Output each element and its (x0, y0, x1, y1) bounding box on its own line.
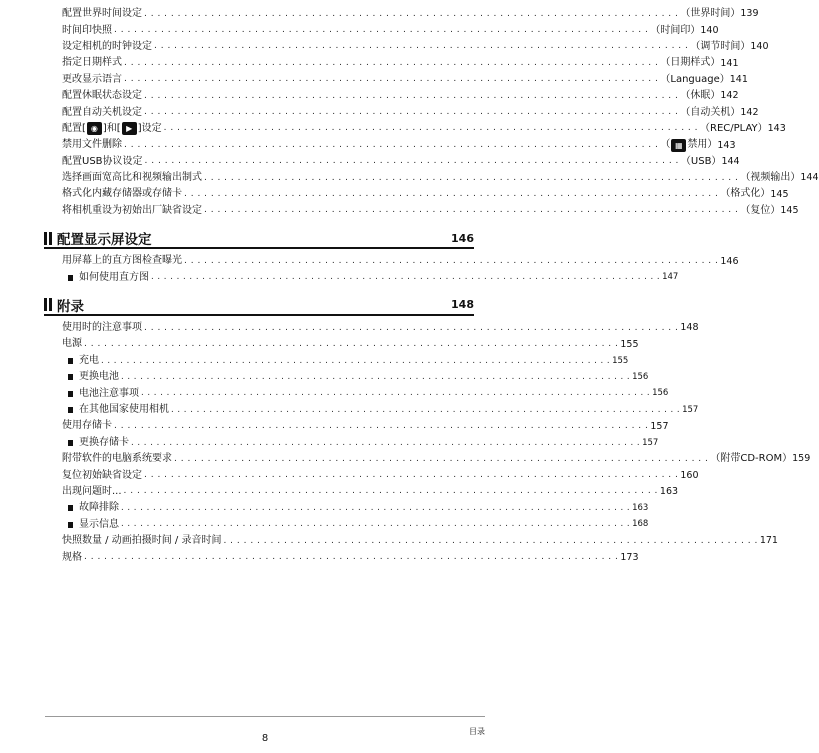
leader-dots: . . . . . . . . . . . . . . . . . . . . . . . . . . . . . . . . . . . . . . . . . . . . . . . . . . . . . . . . . . . . . . . . . . . . . . . . . . . . . . . . (123, 486, 658, 497)
toc-entry[interactable] (62, 320, 699, 336)
toc-subentry[interactable] (62, 517, 649, 533)
leader-dots: . . . . . . . . . . . . . . . . . . . . . . . . . . . . . . . . . . . . . . . . . . . . . . . . . . . . . . . . . . . . . . . . . . . . . . . . . . . . . . . . (101, 355, 611, 366)
toc-subentry-title: 故障排除 (79, 502, 119, 514)
toc-subentry-title: 在其他国家使用相机 (79, 404, 169, 415)
toc-entry-title (62, 122, 162, 135)
toc-entry[interactable] (62, 549, 639, 565)
toc-entry-title: 将相机重设为初始出厂缺省设定 (62, 204, 202, 216)
section-title: 配置显示屏设定 (57, 232, 152, 249)
toc-group-settings (62, 6, 819, 219)
toc-entry-title: 出现问题时... (62, 485, 122, 497)
camera-icon: ◉ (87, 122, 102, 135)
toc-entry-title: 格式化内藏存储器或存储卡 (62, 188, 182, 200)
toc-entry-page: 143 (717, 139, 736, 151)
toc-entry[interactable] (62, 6, 759, 22)
toc-entry-page: 157 (682, 404, 699, 415)
toc-entry-title: 配置休眠状态设定 (62, 90, 142, 102)
toc-subentry-title: 更换存储卡 (79, 436, 129, 448)
toc-entry-title: 用屏幕上的直方图检查曝光 (62, 255, 182, 267)
section-page: 146 (451, 231, 474, 245)
leader-dots: . . . . . . . . . . . . . . . . . . . . . . . . . . . . . . . . . . . . . . . . . . . . . . . . . . . . . . . . . . . . . . . . . . . . . . . . . . . . . . . . (131, 437, 641, 448)
leader-dots: . . . . . . . . . . . . . . . . . . . . . . . . . . . . . . . . . . . . . . . . . . . . . . . . . . . . . . . . . . . . . . . . . . . . . . . . . . . . . . . . (124, 139, 659, 150)
toc-entry-page: 173 (620, 551, 639, 563)
toc-entry-ref: （视频输出） (740, 172, 801, 184)
footer-divider (45, 716, 485, 717)
toc-entry-ref: （格式化） (720, 188, 771, 200)
toc-subentry-title-wrap (62, 356, 99, 366)
section-page: 148 (451, 298, 474, 312)
toc-entry[interactable] (62, 484, 679, 500)
toc-entry[interactable] (62, 22, 719, 38)
toc-entry-page: 146 (720, 255, 739, 267)
toc-entry[interactable] (62, 88, 739, 104)
leader-dots: . . . . . . . . . . . . . . . . . . . . . . . . . . . . . . . . . . . . . . . . . . . . . . . . . . . . . . . . . . . . . . . . . . . . . . . . . . . . . . . . (124, 57, 659, 68)
toc-entry-page: 155 (620, 338, 639, 350)
toc-entry-ref-part: （ (660, 139, 671, 151)
toc-subentry-title-wrap (62, 372, 119, 382)
toc-entry[interactable] (62, 121, 786, 137)
leader-dots: . . . . . . . . . . . . . . . . . . . . . . . . . . . . . . . . . . . . . . . . . . . . . . . . . . . . . . . . . . . . . . . . . . . . . . . . . . . . . . . . (154, 41, 689, 52)
leader-dots: . . . . . . . . . . . . . . . . . . . . . . . . . . . . . . . . . . . . . . . . . . . . . . . . . . . . . . . . . . . . . . . . . . . . . . . . . . . . . . . . (114, 420, 649, 431)
toc-subentry-title-wrap (62, 503, 119, 513)
toc-entry-title: 更改显示语言 (62, 73, 122, 85)
toc-subentry-title: 电池注意事项 (79, 387, 139, 399)
play-icon: ▶ (122, 122, 137, 135)
leader-dots: . . . . . . . . . . . . . . . . . . . . . . . . . . . . . . . . . . . . . . . . . . . . . . . . . . . . . . . . . . . . . . . . . . . . . . . . . . . . . . . . (163, 123, 698, 134)
toc-entry[interactable] (62, 467, 699, 483)
toc-entry[interactable] (62, 55, 739, 71)
toc-entry[interactable] (62, 418, 669, 434)
toc-group-display (62, 253, 739, 286)
toc-entry-page: 145 (780, 205, 799, 217)
toc-subentry[interactable] (62, 369, 649, 385)
toc-entry-page: 141 (720, 57, 739, 69)
leader-dots: . . . . . . . . . . . . . . . . . . . . . . . . . . . . . . . . . . . . . . . . . . . . . . . . . . . . . . . . . . . . . . . . . . . . . . . . . . . . . . . . (144, 107, 679, 118)
leader-dots: . . . . . . . . . . . . . . . . . . . . . . . . . . . . . . . . . . . . . . . . . . . . . . . . . . . . . . . . . . . . . . . . . . . . . . . . . . . . . . . . (114, 25, 649, 36)
toc-entry[interactable] (62, 203, 799, 219)
toc-subentry-title: 更换电池 (79, 371, 119, 383)
toc-entry-title: 电源 (62, 338, 82, 350)
toc-entry-page: 144 (721, 155, 740, 167)
section-heading[interactable] (44, 296, 474, 316)
leader-dots: . . . . . . . . . . . . . . . . . . . . . . . . . . . . . . . . . . . . . . . . . . . . . . . . . . . . . . . . . . . . . . . . . . . . . . . . . . . . . . . . (184, 255, 719, 266)
bullet-icon (68, 440, 73, 446)
leader-dots: . . . . . . . . . . . . . . . . . . . . . . . . . . . . . . . . . . . . . . . . . . . . . . . . . . . . . . . . . . . . . . . . . . . . . . . . . . . . . . . . (144, 470, 679, 481)
toc-entry-ref: （调节时间） (690, 40, 751, 52)
leader-dots: . . . . . . . . . . . . . . . . . . . . . . . . . . . . . . . . . . . . . . . . . . . . . . . . . . . . . . . . . . . . . . . . . . . . . . . . . . . . . . . . (174, 453, 709, 464)
toc-entry-page: 156 (632, 371, 649, 382)
toc-entry-title: 禁用文件删除 (62, 139, 122, 151)
toc-entry[interactable] (62, 253, 739, 269)
toc-entry-title: 配置USB协议设定 (62, 155, 143, 167)
toc-subentry[interactable] (62, 500, 649, 516)
toc-entry-ref: （时间印） (650, 24, 701, 36)
toc-entry-page: 148 (680, 322, 699, 334)
toc-entry-title: 配置世界时间设定 (62, 8, 142, 20)
toc-entry-page: 143 (767, 123, 786, 135)
leader-dots: . . . . . . . . . . . . . . . . . . . . . . . . . . . . . . . . . . . . . . . . . . . . . . . . . . . . . . . . . . . . . . . . . . . . . . . . . . . . . . . . (121, 371, 631, 382)
footer-contents-link[interactable]: 目录 (469, 727, 485, 736)
leader-dots: . . . . . . . . . . . . . . . . . . . . . . . . . . . . . . . . . . . . . . . . . . . . . . . . . . . . . . . . . . . . . . . . . . . . . . . . . . . . . . . . (184, 188, 719, 199)
toc-entry-page: 160 (680, 469, 699, 481)
toc-entry[interactable] (62, 154, 740, 170)
leader-dots: . . . . . . . . . . . . . . . . . . . . . . . . . . . . . . . . . . . . . . . . . . . . . . . . . . . . . . . . . . . . . . . . . . . . . . . . . . . . . . . . (84, 552, 619, 563)
toc-subentry-title-wrap (62, 389, 139, 399)
bullet-icon (68, 374, 73, 380)
toc-entry-page: 144 (800, 172, 819, 184)
leader-dots: . . . . . . . . . . . . . . . . . . . . . . . . . . . . . . . . . . . . . . . . . . . . . . . . . . . . . . . . . . . . . . . . . . . . . . . . . . . . . . . . (144, 90, 679, 101)
leader-dots: . . . . . . . . . . . . . . . . . . . . . . . . . . . . . . . . . . . . . . . . . . . . . . . . . . . . . . . . . . . . . . . . . . . . . . . . . . . . . . . . (151, 272, 661, 283)
toc-entry-page: 141 (729, 74, 748, 85)
toc-entry-title: 规格 (62, 551, 82, 563)
bullet-icon (68, 522, 73, 528)
leader-dots: . . . . . . . . . . . . . . . . . . . . . . . . . . . . . . . . . . . . . . . . . . . . . . . . . . . . . . . . . . . . . . . . . . . . . . . . . . . . . . . . (124, 74, 659, 85)
toc-entry-page: 159 (792, 453, 811, 465)
toc-entry-title-part: ]设定 (137, 122, 162, 134)
toc-entry-ref: （日期样式） (660, 57, 721, 69)
toc-entry-page: 140 (700, 24, 719, 36)
toc-subentry-title: 如何使用直方图 (79, 271, 149, 283)
toc-entry-page: 140 (750, 41, 769, 53)
toc-subentry-title-wrap (62, 273, 149, 283)
bullet-icon (68, 275, 73, 281)
toc-entry-page: 171 (759, 535, 778, 547)
trash-icon: ▦ (671, 139, 686, 152)
leader-dots: . . . . . . . . . . . . . . . . . . . . . . . . . . . . . . . . . . . . . . . . . . . . . . . . . . . . . . . . . . . . . . . . . . . . . . . . . . . . . . . . (204, 205, 739, 216)
toc-entry[interactable] (62, 72, 748, 88)
toc-subentry[interactable] (62, 402, 699, 418)
toc-entry-title: 使用时的注意事项 (62, 322, 142, 334)
toc-entry-title: 快照数量 / 动画拍摄时间 / 录音时间 (62, 535, 222, 547)
leader-dots: . . . . . . . . . . . . . . . . . . . . . . . . . . . . . . . . . . . . . . . . . . . . . . . . . . . . . . . . . . . . . . . . . . . . . . . . . . . . . . . . (171, 404, 681, 415)
section-title: 附录 (57, 298, 84, 315)
toc-entry-ref (660, 139, 717, 152)
toc-entry[interactable] (62, 39, 769, 55)
bullet-icon (68, 358, 73, 364)
toc-entry-title-part: 配置[ (62, 122, 86, 134)
page-number: 8 (261, 733, 269, 744)
toc-entry-page: 157 (642, 437, 659, 448)
section-marker-icon (44, 298, 52, 311)
toc-entry-title: 附带软件的电脑系统要求 (62, 453, 172, 465)
toc-entry-page: 156 (652, 388, 669, 399)
toc-subentry[interactable] (62, 385, 669, 401)
leader-dots: . . . . . . . . . . . . . . . . . . . . . . . . . . . . . . . . . . . . . . . . . . . . . . . . . . . . . . . . . . . . . . . . . . . . . . . . . . . . . . . . (223, 535, 758, 546)
leader-dots: . . . . . . . . . . . . . . . . . . . . . . . . . . . . . . . . . . . . . . . . . . . . . . . . . . . . . . . . . . . . . . . . . . . . . . . . . . . . . . . . (121, 503, 631, 514)
toc-subentry-title-wrap (62, 520, 119, 530)
toc-entry-ref: （休眠） (680, 90, 721, 102)
toc-entry[interactable] (62, 336, 639, 352)
toc-entry-title: 选择画面宽高比和视频输出制式 (62, 172, 202, 184)
bullet-icon (68, 505, 73, 511)
toc-entry-title-part: ]和[ (102, 122, 121, 134)
toc-entry-ref: （Language） (660, 73, 730, 85)
leader-dots: . . . . . . . . . . . . . . . . . . . . . . . . . . . . . . . . . . . . . . . . . . . . . . . . . . . . . . . . . . . . . . . . . . . . . . . . . . . . . . . . (144, 322, 679, 333)
toc-section-appendix (57, 286, 474, 320)
toc-subentry-title: 充电 (79, 354, 99, 366)
toc-entry-page: 147 (662, 272, 679, 283)
leader-dots: . . . . . . . . . . . . . . . . . . . . . . . . . . . . . . . . . . . . . . . . . . . . . . . . . . . . . . . . . . . . . . . . . . . . . . . . . . . . . . . . (144, 156, 679, 167)
leader-dots: . . . . . . . . . . . . . . . . . . . . . . . . . . . . . . . . . . . . . . . . . . . . . . . . . . . . . . . . . . . . . . . . . . . . . . . . . . . . . . . . (144, 8, 679, 19)
toc-entry-ref-part: 禁用） (687, 139, 718, 151)
toc-entry[interactable] (62, 104, 759, 120)
toc-entry[interactable] (62, 533, 778, 549)
toc-entry-ref: （USB） (680, 155, 722, 167)
bullet-icon (68, 391, 73, 397)
toc-entry-ref: （附带CD-ROM） (710, 453, 793, 465)
toc-subentry[interactable] (62, 353, 629, 369)
toc-entry-page: 157 (650, 420, 669, 432)
leader-dots: . . . . . . . . . . . . . . . . . . . . . . . . . . . . . . . . . . . . . . . . . . . . . . . . . . . . . . . . . . . . . . . . . . . . . . . . . . . . . . . . (121, 519, 631, 530)
toc-entry-ref: （复位） (740, 204, 781, 216)
toc-entry-title: 指定日期样式 (62, 57, 122, 69)
toc-entry[interactable] (62, 137, 736, 153)
toc-group-appendix (62, 320, 811, 566)
toc-entry-page: 168 (632, 519, 649, 530)
toc-entry-page: 139 (740, 8, 759, 20)
leader-dots: . . . . . . . . . . . . . . . . . . . . . . . . . . . . . . . . . . . . . . . . . . . . . . . . . . . . . . . . . . . . . . . . . . . . . . . . . . . . . . . . (84, 338, 619, 349)
toc-subentry-title-wrap (62, 405, 169, 415)
toc-entry-title: 使用存储卡 (62, 420, 112, 432)
toc-entry-title: 复位初始缺省设定 (62, 469, 142, 481)
table-of-contents (57, 6, 819, 566)
toc-entry-ref: （REC/PLAY） (700, 122, 768, 134)
toc-entry-page: 142 (720, 90, 739, 102)
toc-subentry[interactable] (62, 435, 659, 451)
section-marker-icon (44, 232, 52, 245)
toc-entry-ref: （世界时间） (680, 8, 741, 20)
toc-section-display (57, 219, 474, 253)
toc-subentry-title-wrap (62, 438, 129, 448)
toc-entry[interactable] (62, 186, 789, 202)
toc-subentry[interactable] (62, 269, 679, 285)
toc-entry[interactable] (62, 451, 811, 467)
toc-entry-page: 145 (770, 188, 789, 200)
toc-entry-page: 155 (612, 355, 629, 366)
toc-entry-page: 163 (659, 486, 679, 498)
toc-subentry-title: 显示信息 (79, 518, 119, 530)
toc-entry-page: 142 (740, 106, 759, 118)
toc-entry-title: 设定相机的时钟设定 (62, 40, 152, 52)
leader-dots: . . . . . . . . . . . . . . . . . . . . . . . . . . . . . . . . . . . . . . . . . . . . . . . . . . . . . . . . . . . . . . . . . . . . . . . . . . . . . . . . (141, 388, 651, 399)
section-heading[interactable] (44, 229, 474, 249)
toc-entry-page: 163 (632, 503, 649, 514)
toc-entry-ref: （自动关机） (680, 106, 741, 118)
toc-entry-title: 时间印快照 (62, 24, 112, 36)
toc-entry-title: 配置自动关机设定 (62, 106, 142, 118)
toc-entry[interactable] (62, 170, 819, 186)
leader-dots: . . . . . . . . . . . . . . . . . . . . . . . . . . . . . . . . . . . . . . . . . . . . . . . . . . . . . . . . . . . . . . . . . . . . . . . . . . . . . . . . (204, 172, 739, 183)
bullet-icon (68, 407, 73, 413)
